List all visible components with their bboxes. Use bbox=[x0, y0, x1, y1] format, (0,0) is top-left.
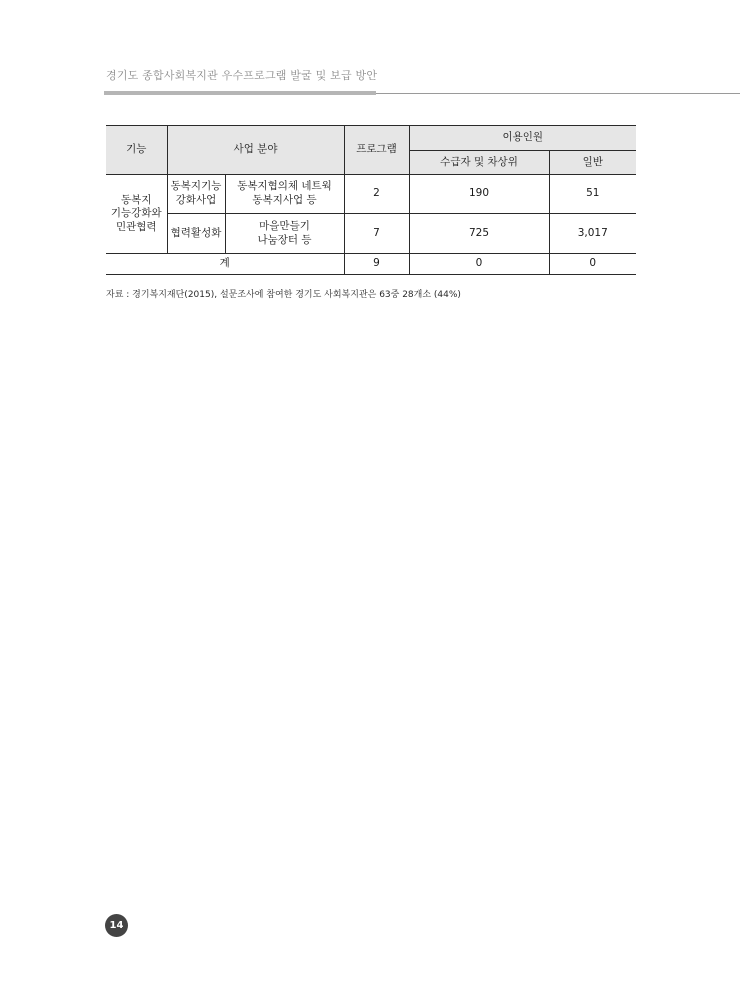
header-recipients: 수급자 및 차상위 bbox=[409, 151, 549, 175]
total-general-cell: 0 bbox=[549, 254, 636, 275]
table-row bbox=[106, 175, 636, 214]
source-note: 자료 : 경기복지재단(2015), 설문조사에 참여한 경기도 사회복지관은 63중 28개소 (44%) bbox=[106, 290, 461, 300]
header-general: 일반 bbox=[549, 151, 636, 175]
total-label-cell: 계 bbox=[106, 254, 344, 275]
program-table bbox=[106, 125, 636, 275]
group-label-cell: 동복지 기능강화와 민관협력 bbox=[106, 175, 167, 254]
header-rule-thin bbox=[376, 93, 740, 94]
header-function: 기능 bbox=[106, 126, 167, 175]
total-row bbox=[106, 254, 636, 275]
total-recipients-cell: 0 bbox=[409, 254, 549, 275]
detail-cell: 마을만들기 나눔장터 등 bbox=[225, 214, 344, 254]
area-cell: 동복지기능 강화사업 bbox=[167, 175, 225, 214]
general-count-cell: 51 bbox=[549, 175, 636, 214]
header-users: 이용인원 bbox=[409, 126, 636, 151]
recipients-count-cell: 190 bbox=[409, 175, 549, 214]
header-rule-thick bbox=[104, 91, 376, 95]
running-header-title: 경기도 종합사회복지관 우수프로그램 발굴 및 보급 방안 bbox=[106, 69, 378, 82]
recipients-count-cell: 725 bbox=[409, 214, 549, 254]
area-cell: 협력활성화 bbox=[167, 214, 225, 254]
header-business-area: 사업 분야 bbox=[167, 126, 344, 175]
page-number-badge: 14 bbox=[105, 914, 128, 937]
total-program-cell: 9 bbox=[344, 254, 409, 275]
program-count-cell: 7 bbox=[344, 214, 409, 254]
header-program: 프로그램 bbox=[344, 126, 409, 175]
general-count-cell: 3,017 bbox=[549, 214, 636, 254]
detail-cell: 동복지협의체 네트웍 동복지사업 등 bbox=[225, 175, 344, 214]
table-row bbox=[106, 214, 636, 254]
program-count-cell: 2 bbox=[344, 175, 409, 214]
